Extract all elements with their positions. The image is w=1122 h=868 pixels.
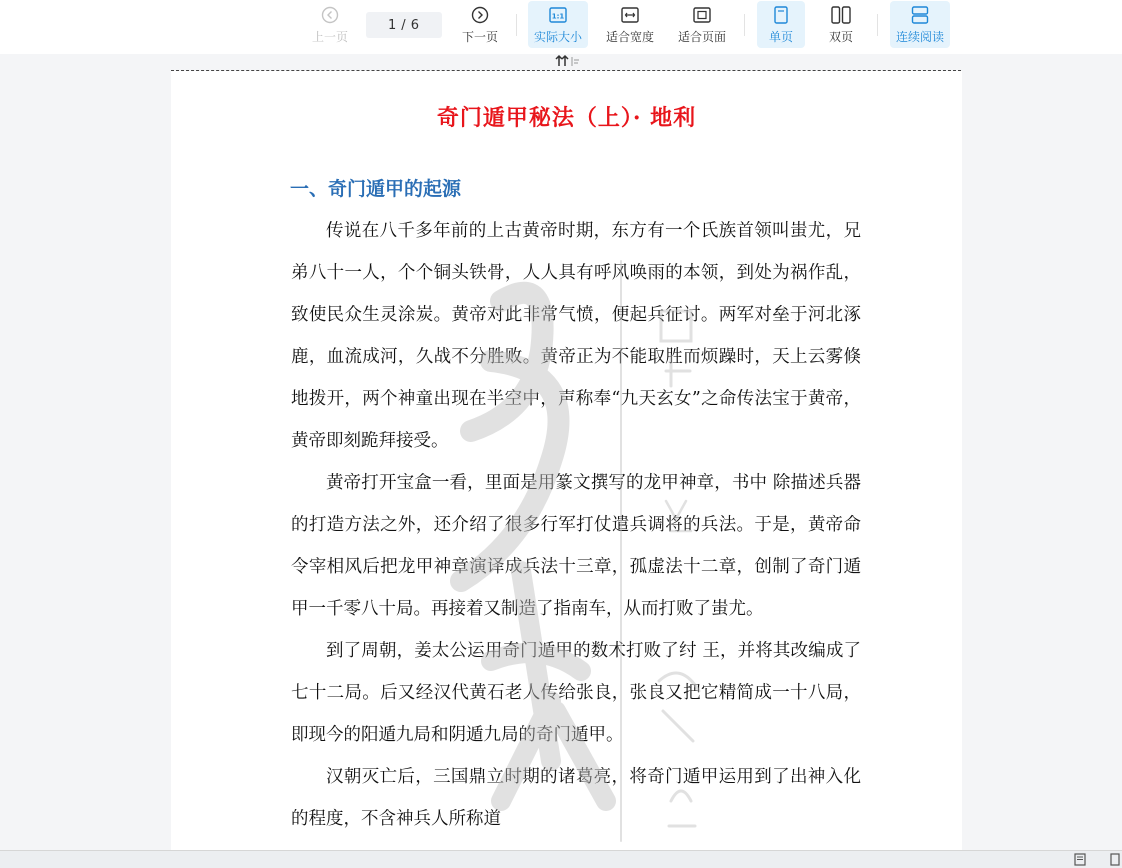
prev-page-label: 上一页 [311,29,348,44]
single-page-label: 单页 [768,29,793,44]
document-title: 奇门遁甲秘法（上）· 地利 [436,105,697,131]
fit-width-label: 适合宽度 [605,29,654,44]
toolbar-divider [516,14,517,36]
section-heading: 一、奇门遁甲的起源 [290,178,462,200]
page-separator: / [401,17,407,33]
fit-page-label: 适合页面 [677,29,726,44]
paragraph: 到了周朝，姜太公运用奇门遁甲的数术打败了纣 王，并将其改编成了七十二局。后又经汉代黄石老人传给张良，张良又把它精简成一十八局，即现今的阳遁九局和阴遁九局的奇门遁甲。 [291,641,861,745]
paragraph: 黄帝打开宝盒一看，里面是用篆文撰写的龙甲神章，书中 除描述兵器的打造方法之外，还介绍了很多行军打仗遣兵调将的兵法。于是，黄帝命令宰相风后把龙甲神章演译成兵法十三章，孤虚法十二章，创制了奇门遁甲一千零八十局。再接着又制造了指南车，从而打败了蚩尤。 [291,473,861,619]
continuous-reading-icon [911,5,929,25]
document-body [291,210,861,840]
single-page-button[interactable] [757,1,805,48]
fit-page-icon [693,5,711,25]
collapse-toolbar-icon[interactable] [554,54,582,68]
page-indicator[interactable] [366,12,442,38]
double-page-status-icon[interactable] [1110,853,1120,866]
fit-page-button[interactable] [672,1,732,48]
double-page-icon [831,5,851,25]
document-page [171,71,962,850]
page-current[interactable]: 1 [388,17,398,33]
status-bar [0,850,1122,868]
toolbar-divider [877,14,878,36]
next-page-button[interactable] [454,1,506,48]
actual-size-icon [549,5,567,25]
prev-page-button[interactable] [304,1,356,48]
arrow-right-circle-icon [471,5,489,25]
actual-size-button[interactable] [528,1,588,48]
single-page-status-icon[interactable] [1074,853,1086,866]
svg-text:1:1: 1:1 [551,12,565,20]
page-total: 6 [410,17,420,33]
actual-size-label: 实际大小 [533,29,582,44]
continuous-reading-label: 连续阅读 [895,29,944,44]
next-page-label: 下一页 [461,29,498,44]
document-viewer[interactable] [0,54,1122,850]
paragraph: 传说在八千多年前的上古黄帝时期，东方有一个氏族首领叫蚩尤，兄弟八十一人，个个铜头铁骨，人人具有呼风唤雨的本领，到处为祸作乱，致使民众生灵涂炭。黄帝对此非常气愤，便起兵征讨。两军对垒于河北涿鹿，血流成河，久战不分胜败。黄帝正为不能取胜而烦躁时，天上云雾倏地拨开，两个神童出现在半空中，声称奉“九天玄女”之命传法宝于黄帝，黄帝即刻跪拜接受。 [291,221,861,451]
paragraph: 汉朝灭亡后，三国鼎立时期的诸葛亮，将奇门遁甲运用到了出神入化的程度，不含神兵人所称道 [291,767,861,829]
arrow-left-circle-icon [321,5,339,25]
toolbar-divider [744,14,745,36]
fit-width-icon [621,5,639,25]
continuous-reading-button[interactable] [890,1,950,48]
single-page-icon [774,5,788,25]
double-page-button[interactable] [817,1,865,48]
double-page-label: 双页 [828,29,853,44]
fit-width-button[interactable] [600,1,660,48]
toolbar [0,0,1122,54]
